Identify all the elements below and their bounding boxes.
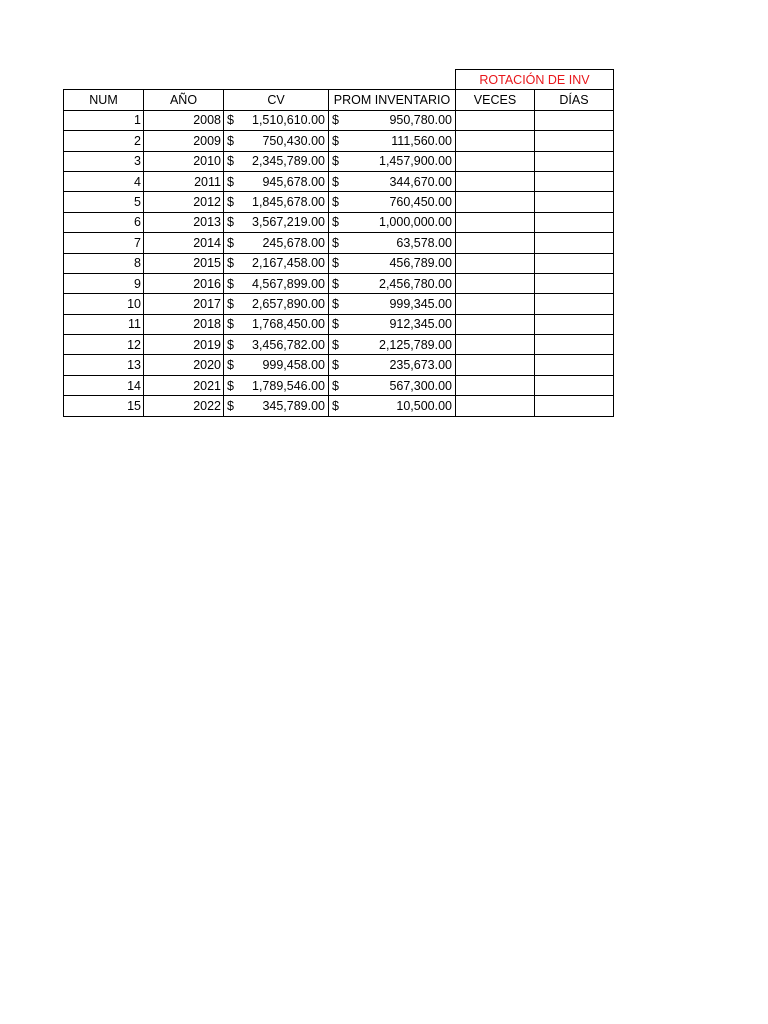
cv-amount: 4,567,899.00 [252, 276, 325, 291]
prom-amount: 2,456,780.00 [379, 276, 452, 291]
currency-symbol: $ [332, 195, 339, 210]
currency-symbol: $ [332, 154, 339, 169]
table-row [64, 253, 614, 273]
currency-symbol: $ [227, 337, 234, 352]
cell-dias[interactable] [535, 151, 614, 171]
header-cv[interactable]: CV [224, 90, 329, 110]
currency-symbol: $ [227, 235, 234, 250]
prom-amount: 63,578.00 [396, 235, 452, 250]
currency-symbol: $ [227, 358, 234, 373]
cell-prom-inventario[interactable] [329, 375, 456, 395]
cv-amount: 1,845,678.00 [252, 195, 325, 210]
spreadsheet [63, 69, 614, 417]
cell-num[interactable]: 8 [64, 253, 144, 273]
currency-symbol: $ [332, 215, 339, 230]
cell-dias[interactable] [535, 355, 614, 375]
cell-cv[interactable] [224, 375, 329, 395]
currency-symbol: $ [227, 215, 234, 230]
cell-year[interactable]: 2022 [144, 396, 224, 416]
prom-amount: 999,345.00 [389, 296, 452, 311]
currency-symbol: $ [227, 398, 234, 413]
prom-amount: 111,560.00 [391, 133, 452, 148]
table-row [64, 110, 614, 130]
cell-prom-inventario[interactable] [329, 171, 456, 191]
prom-amount: 1,000,000.00 [379, 215, 452, 230]
table-row [64, 171, 614, 191]
header-prom-inventario[interactable]: PROM INVENTARIO [329, 90, 456, 110]
cell-veces[interactable] [456, 131, 535, 151]
header-year[interactable]: AÑO [144, 90, 224, 110]
currency-symbol: $ [332, 296, 339, 311]
cell-num[interactable]: 11 [64, 314, 144, 334]
header-veces[interactable]: VECES [456, 90, 535, 110]
cell-veces[interactable] [456, 110, 535, 130]
table-row [64, 294, 614, 314]
currency-symbol: $ [227, 378, 234, 393]
cell-prom-inventario[interactable] [329, 396, 456, 416]
cell-prom-inventario[interactable] [329, 192, 456, 212]
prom-amount: 344,670.00 [389, 174, 452, 189]
currency-symbol: $ [332, 276, 339, 291]
cell-cv[interactable] [224, 171, 329, 191]
cell-num[interactable]: 13 [64, 355, 144, 375]
cell-cv[interactable] [224, 355, 329, 375]
column-header-row [64, 90, 614, 110]
cell-veces[interactable] [456, 314, 535, 334]
cv-amount: 3,567,219.00 [252, 215, 325, 230]
cell-dias[interactable] [535, 294, 614, 314]
table-row [64, 335, 614, 355]
cell-cv[interactable] [224, 233, 329, 253]
cell-dias[interactable] [535, 375, 614, 395]
cv-amount: 999,458.00 [262, 358, 325, 373]
table-row [64, 151, 614, 171]
currency-symbol: $ [332, 398, 339, 413]
cell-cv[interactable] [224, 335, 329, 355]
currency-symbol: $ [227, 276, 234, 291]
cell-year[interactable]: 2018 [144, 314, 224, 334]
cv-amount: 2,167,458.00 [252, 256, 325, 271]
cell-prom-inventario[interactable] [329, 212, 456, 232]
cv-amount: 2,657,890.00 [252, 296, 325, 311]
cv-amount: 1,510,610.00 [252, 113, 325, 128]
cv-amount: 245,678.00 [262, 235, 325, 250]
group-header-row [64, 70, 614, 90]
cell-year[interactable]: 2014 [144, 233, 224, 253]
empty-cell[interactable] [64, 70, 456, 90]
cell-veces[interactable] [456, 335, 535, 355]
cell-cv[interactable] [224, 396, 329, 416]
cell-veces[interactable] [456, 375, 535, 395]
cell-cv[interactable] [224, 253, 329, 273]
currency-symbol: $ [332, 337, 339, 352]
cell-cv[interactable] [224, 294, 329, 314]
cell-cv[interactable] [224, 131, 329, 151]
cell-prom-inventario[interactable] [329, 314, 456, 334]
cell-num[interactable]: 9 [64, 273, 144, 293]
cell-year[interactable]: 2012 [144, 192, 224, 212]
cell-cv[interactable] [224, 151, 329, 171]
cv-amount: 3,456,782.00 [252, 337, 325, 352]
cell-num[interactable]: 7 [64, 233, 144, 253]
cell-num[interactable]: 2 [64, 131, 144, 151]
cell-year[interactable]: 2008 [144, 110, 224, 130]
currency-symbol: $ [227, 133, 234, 148]
currency-symbol: $ [227, 195, 234, 210]
cell-dias[interactable] [535, 335, 614, 355]
cell-prom-inventario[interactable] [329, 110, 456, 130]
cell-year[interactable]: 2017 [144, 294, 224, 314]
cell-year[interactable]: 2021 [144, 375, 224, 395]
cell-dias[interactable] [535, 110, 614, 130]
header-dias[interactable]: DÍAS [535, 90, 614, 110]
cv-amount: 945,678.00 [262, 174, 325, 189]
table-row [64, 375, 614, 395]
prom-amount: 567,300.00 [389, 378, 452, 393]
currency-symbol: $ [332, 358, 339, 373]
cell-year[interactable]: 2020 [144, 355, 224, 375]
currency-symbol: $ [332, 235, 339, 250]
cv-amount: 345,789.00 [262, 398, 325, 413]
currency-symbol: $ [227, 113, 234, 128]
table-row [64, 355, 614, 375]
currency-symbol: $ [227, 154, 234, 169]
cell-prom-inventario[interactable] [329, 131, 456, 151]
cell-num[interactable]: 6 [64, 212, 144, 232]
cell-dias[interactable] [535, 212, 614, 232]
prom-amount: 10,500.00 [396, 398, 452, 413]
cell-num[interactable]: 1 [64, 110, 144, 130]
cell-prom-inventario[interactable] [329, 294, 456, 314]
cell-veces[interactable] [456, 151, 535, 171]
cell-veces[interactable] [456, 192, 535, 212]
cell-veces[interactable] [456, 212, 535, 232]
cell-prom-inventario[interactable] [329, 273, 456, 293]
cell-veces[interactable] [456, 355, 535, 375]
cell-num[interactable]: 14 [64, 375, 144, 395]
prom-amount: 2,125,789.00 [379, 337, 452, 352]
cell-veces[interactable] [456, 396, 535, 416]
cell-num[interactable]: 5 [64, 192, 144, 212]
cell-cv[interactable] [224, 273, 329, 293]
cell-num[interactable]: 4 [64, 171, 144, 191]
cell-prom-inventario[interactable] [329, 335, 456, 355]
cell-veces[interactable] [456, 233, 535, 253]
table-row [64, 233, 614, 253]
cell-veces[interactable] [456, 171, 535, 191]
cell-year[interactable]: 2013 [144, 212, 224, 232]
cell-dias[interactable] [535, 233, 614, 253]
cell-num[interactable]: 3 [64, 151, 144, 171]
cell-dias[interactable] [535, 314, 614, 334]
currency-symbol: $ [227, 256, 234, 271]
cell-year[interactable]: 2016 [144, 273, 224, 293]
table-row [64, 131, 614, 151]
header-num[interactable]: NUM [64, 90, 144, 110]
cell-num[interactable]: 12 [64, 335, 144, 355]
cell-dias[interactable] [535, 253, 614, 273]
cell-cv[interactable] [224, 192, 329, 212]
cell-num[interactable]: 15 [64, 396, 144, 416]
cell-veces[interactable] [456, 294, 535, 314]
currency-symbol: $ [227, 317, 234, 332]
table-row [64, 273, 614, 293]
cell-veces[interactable] [456, 253, 535, 273]
currency-symbol: $ [332, 317, 339, 332]
rotation-table [63, 69, 614, 417]
table-row [64, 192, 614, 212]
cv-amount: 750,430.00 [262, 133, 325, 148]
prom-amount: 760,450.00 [389, 195, 452, 210]
prom-amount: 950,780.00 [389, 113, 452, 128]
currency-symbol: $ [227, 174, 234, 189]
cv-amount: 2,345,789.00 [252, 154, 325, 169]
cell-prom-inventario[interactable] [329, 355, 456, 375]
table-row [64, 314, 614, 334]
cell-cv[interactable] [224, 212, 329, 232]
cell-dias[interactable] [535, 131, 614, 151]
cell-year[interactable]: 2010 [144, 151, 224, 171]
prom-amount: 1,457,900.00 [379, 154, 452, 169]
rotacion-group-header[interactable]: ROTACIÓN DE INV [456, 70, 614, 90]
cv-amount: 1,768,450.00 [252, 317, 325, 332]
currency-symbol: $ [332, 113, 339, 128]
cell-cv[interactable] [224, 110, 329, 130]
prom-amount: 912,345.00 [389, 317, 452, 332]
cell-year[interactable]: 2019 [144, 335, 224, 355]
cell-year[interactable]: 2009 [144, 131, 224, 151]
currency-symbol: $ [332, 133, 339, 148]
cv-amount: 1,789,546.00 [252, 378, 325, 393]
cell-year[interactable]: 2015 [144, 253, 224, 273]
currency-symbol: $ [332, 174, 339, 189]
prom-amount: 456,789.00 [389, 256, 452, 271]
table-row [64, 396, 614, 416]
cell-dias[interactable] [535, 171, 614, 191]
cell-dias[interactable] [535, 192, 614, 212]
cell-veces[interactable] [456, 273, 535, 293]
currency-symbol: $ [332, 256, 339, 271]
cell-year[interactable]: 2011 [144, 171, 224, 191]
prom-amount: 235,673.00 [389, 358, 452, 373]
cell-dias[interactable] [535, 273, 614, 293]
cell-dias[interactable] [535, 396, 614, 416]
cell-prom-inventario[interactable] [329, 233, 456, 253]
cell-prom-inventario[interactable] [329, 151, 456, 171]
currency-symbol: $ [332, 378, 339, 393]
cell-num[interactable]: 10 [64, 294, 144, 314]
table-row [64, 212, 614, 232]
cell-cv[interactable] [224, 314, 329, 334]
currency-symbol: $ [227, 296, 234, 311]
cell-prom-inventario[interactable] [329, 253, 456, 273]
